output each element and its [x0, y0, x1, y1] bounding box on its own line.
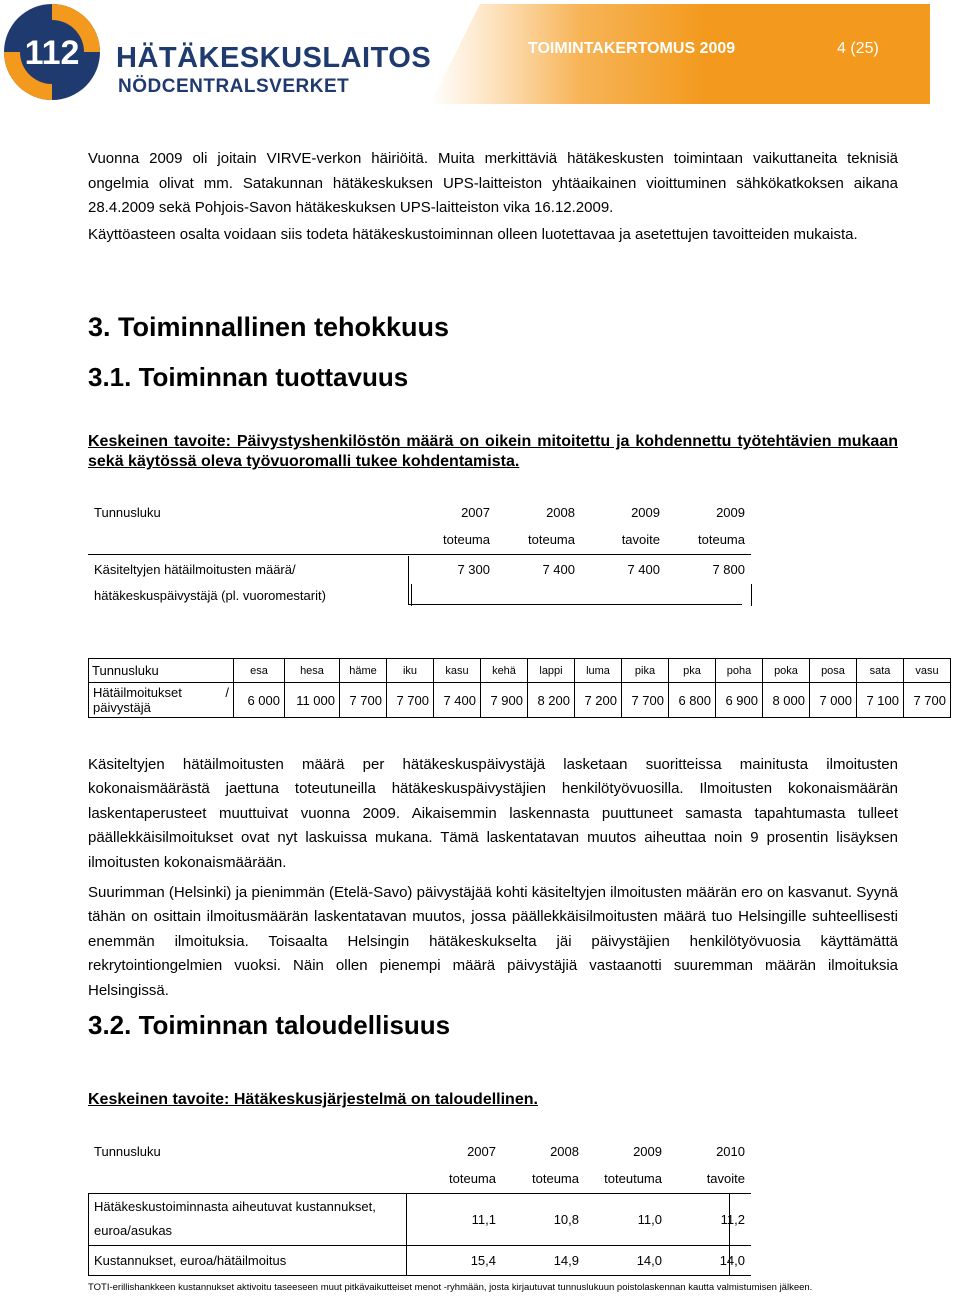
table-subheader-cell: toteuma [532, 1171, 579, 1187]
section-3-2-heading: 3.2. Toiminnan taloudellisuus [88, 1010, 451, 1040]
table-cell: 7 000 [810, 683, 857, 718]
table-cell: 6 800 [669, 683, 716, 718]
section-3-1 [88, 362, 898, 393]
table-header-cell: 2008 [546, 504, 575, 520]
region-code: pka [669, 659, 716, 683]
table-cell: 11 000 [285, 683, 340, 718]
region-code: luma [575, 659, 622, 683]
table-header-cell: 2009 [633, 1143, 662, 1159]
table-subheader-row [88, 1165, 751, 1193]
intro-paragraph-2: Käyttöasteen osalta voidaan siis todeta hätäkeskustoiminnan olleen luotettavaa ja asetettujen tavoitteiden mukaista. [88, 226, 858, 244]
regional-table [88, 658, 951, 718]
logo-number: 112 [24, 34, 80, 72]
table-subheader-cell: toteuma [443, 532, 490, 548]
table-row-label: Kustannukset, euroa/hätäilmoitus [94, 1252, 287, 1268]
table-row-label [88, 1193, 417, 1245]
table-cell: 7 900 [481, 683, 528, 718]
goal-text-3-2: Keskeinen tavoite: Hätäkeskusjärjestelmä on taloudellinen. [88, 1091, 538, 1108]
region-code: poha [716, 659, 763, 683]
table-row-label-line: Hätäkeskustoiminnasta aiheutuvat kustannukset, [94, 1199, 376, 1214]
regional-table-wrap [88, 658, 951, 718]
table-cell: 7 700 [904, 683, 951, 718]
table-header-cell: Tunnusluku [94, 504, 161, 520]
table-cell: 8 000 [763, 683, 810, 718]
table-cell: 7 400 [542, 561, 575, 577]
table-cell: 7 400 [627, 561, 660, 577]
regional-header-label: Tunnusluku [89, 659, 234, 683]
page-header [0, 0, 960, 108]
table-cell: 7 700 [387, 683, 434, 718]
region-code: häme [340, 659, 387, 683]
table-header-cell: 2009 [631, 504, 660, 520]
page-number: 4 (25) [837, 40, 879, 57]
table-row [88, 1245, 751, 1275]
section-3-2 [88, 1010, 898, 1041]
logo [2, 2, 432, 102]
region-code: vasu [904, 659, 951, 683]
table-subheader-cell: toteuma [698, 532, 745, 548]
region-code: pika [622, 659, 669, 683]
table-row [88, 554, 751, 584]
region-code: esa [234, 659, 285, 683]
table-subheader-cell: tavoite [621, 532, 660, 548]
document-title: TOIMINTAKERTOMUS 2009 [528, 40, 736, 57]
table-subheader-cell: tavoite [706, 1171, 745, 1187]
section-3-2-goal [88, 1090, 898, 1110]
table-cell: 14,0 [636, 1252, 662, 1268]
table-row-label: hätäkeskuspäivystäjä (pl. vuoromestarit) [88, 584, 411, 606]
logo-112-emblem [2, 2, 114, 102]
regional-row-label-slash: / [225, 685, 229, 700]
intro-section [88, 147, 898, 248]
region-code: hesa [285, 659, 340, 683]
table-cell: 7 700 [622, 683, 669, 718]
region-code: posa [810, 659, 857, 683]
section-3-1-goal [88, 432, 898, 472]
table-cell: 14,9 [553, 1252, 579, 1268]
table-row-continued [88, 584, 751, 606]
region-code: lappi [528, 659, 575, 683]
table-header-cell: 2007 [467, 1143, 496, 1159]
table-divider [88, 1193, 89, 1275]
table-header-cell: Tunnusluku [94, 1143, 161, 1159]
table-cell: 14,0 [719, 1252, 745, 1268]
region-code: kehä [481, 659, 528, 683]
region-code: kasu [434, 659, 481, 683]
table-cell: 7 700 [340, 683, 387, 718]
regional-row-label-2: päivystäjä [93, 700, 151, 715]
section-3 [88, 312, 898, 343]
table-row-label-line: euroa/asukas [94, 1223, 173, 1238]
table-cell: 6 900 [716, 683, 763, 718]
regional-header-row [89, 659, 951, 683]
region-code: poka [763, 659, 810, 683]
table-cell: 10,8 [553, 1211, 579, 1227]
table-divider [408, 604, 742, 605]
table-row [88, 1193, 751, 1245]
logo-title: HÄTÄKESKUSLAITOS [116, 42, 432, 74]
logo-subtitle: NÖDCENTRALSVERKET [118, 76, 350, 97]
economy-table-wrap [88, 1137, 898, 1276]
productivity-table [88, 498, 752, 606]
table-cell: 11,2 [720, 1211, 745, 1227]
section-3-1-heading: 3.1. Toiminnan tuottavuus [88, 362, 409, 392]
goal-text-3-1: Keskeinen tavoite: Päivystyshenkilöstön määrä on oikein mitoitettu ja kohdennettu työtehtävien mukaan sekä käytössä oleva työvuoromalli tukee kohdentamista. [88, 433, 898, 470]
table-header-row [88, 1137, 751, 1165]
table-divider [406, 1193, 407, 1275]
productivity-explanation [88, 753, 898, 1003]
table-header-cell: 2007 [461, 504, 490, 520]
table-header-cell: 2010 [716, 1143, 745, 1159]
table-header-cell: 2008 [550, 1143, 579, 1159]
table-cell: 7 200 [575, 683, 622, 718]
table-cell: 11,1 [471, 1211, 496, 1227]
table-cell: 8 200 [528, 683, 575, 718]
table-subheader-row [88, 526, 751, 554]
productivity-table-wrap [88, 498, 898, 606]
table-cell: 7 800 [712, 561, 745, 577]
table-divider [729, 1193, 730, 1275]
regional-values-row [89, 683, 951, 718]
paragraph-differences: Suurimman (Helsinki) ja pienimmän (Etelä-Savo) päivystäjää kohti käsiteltyjen ilmoitusten määrän ero on kasvanut. Syynä tähän on osittain ilmoitusmäärän laskentatavan muutos, jossa päällekkäisilmoitusten määrä tuo Helsingille suhteellisesti enemmän ilmoituksia. Toisaalta Helsingin hätäkeskukselta jäi päivystäjien henkilötyövuosia käyttämättä rekrytointiongelmien vuoksi. Näin ollen pienempi määrä päivystäjiä vastaanotti suuremman määrän ilmoituksia Helsingissä. [88, 884, 898, 999]
footnote: TOTI-erillishankkeen kustannukset aktivoitu taseeseen muut pitkävaikutteiset menot -ryhmään, josta kirjautuvat tunnuslukuun poistolaskennan kautta valmistumisen jälkeen. [88, 1282, 813, 1293]
regional-row-label-1: Hätäilmoitukset [93, 685, 182, 700]
section-3-heading: 3. Toiminnallinen tehokkuus [88, 312, 450, 342]
economy-table [88, 1137, 751, 1276]
table-divider [408, 556, 409, 604]
table-cell: 11,0 [637, 1211, 662, 1227]
table-subheader-cell: toteuma [449, 1171, 496, 1187]
table-cell: 15,4 [470, 1252, 496, 1268]
paragraph-calculation: Käsiteltyjen hätäilmoitusten määrä per hätäkeskuspäivystäjä lasketaan suoritteissa mainitusta ilmoitusten kokonaismäärästä jaettuna toteutuneilla hätäkeskuspäivystäjien henkilötyövuosilla. Ilmoitusten kokonaismäärän laskentaperusteet muuttuivat vuonna 2009. Aikaisemmin laskennasta puuttuneet samasta tapahtumasta tulleet päällekkäisilmoitukset ovat nyt laskuissa mukana. Tämä laskentatavan muutos aiheuttaa noin 9 prosentin lisäyksen ilmoitusten kokonaismäärään. [88, 756, 898, 871]
table-cell: 6 000 [234, 683, 285, 718]
table-subheader-cell: toteutuma [604, 1171, 662, 1187]
table-cell: 7 400 [434, 683, 481, 718]
region-code: sata [857, 659, 904, 683]
table-cell: 7 100 [857, 683, 904, 718]
region-code: iku [387, 659, 434, 683]
intro-paragraph-1: Vuonna 2009 oli joitain VIRVE-verkon häiriöitä. Muita merkittäviä hätäkeskusten toimintaan vaikuttaneita teknisiä ongelmia olivat mm. Satakunnan hätäkeskuksen UPS-laitteiston yhtäaikainen vioittuminen sähkökatkoksen aikana 28.4.2009 sekä Pohjois-Savon hätäkeskuksen UPS-laitteiston vika 16.12.2009. [88, 150, 898, 217]
table-cell: 7 300 [457, 561, 490, 577]
table-header-cell: 2009 [716, 504, 745, 520]
table-subheader-cell: toteuma [528, 532, 575, 548]
table-header-row [88, 498, 751, 526]
table-row-label: Käsiteltyjen hätäilmoitusten määrä/ [94, 561, 296, 577]
regional-row-label [89, 683, 234, 718]
